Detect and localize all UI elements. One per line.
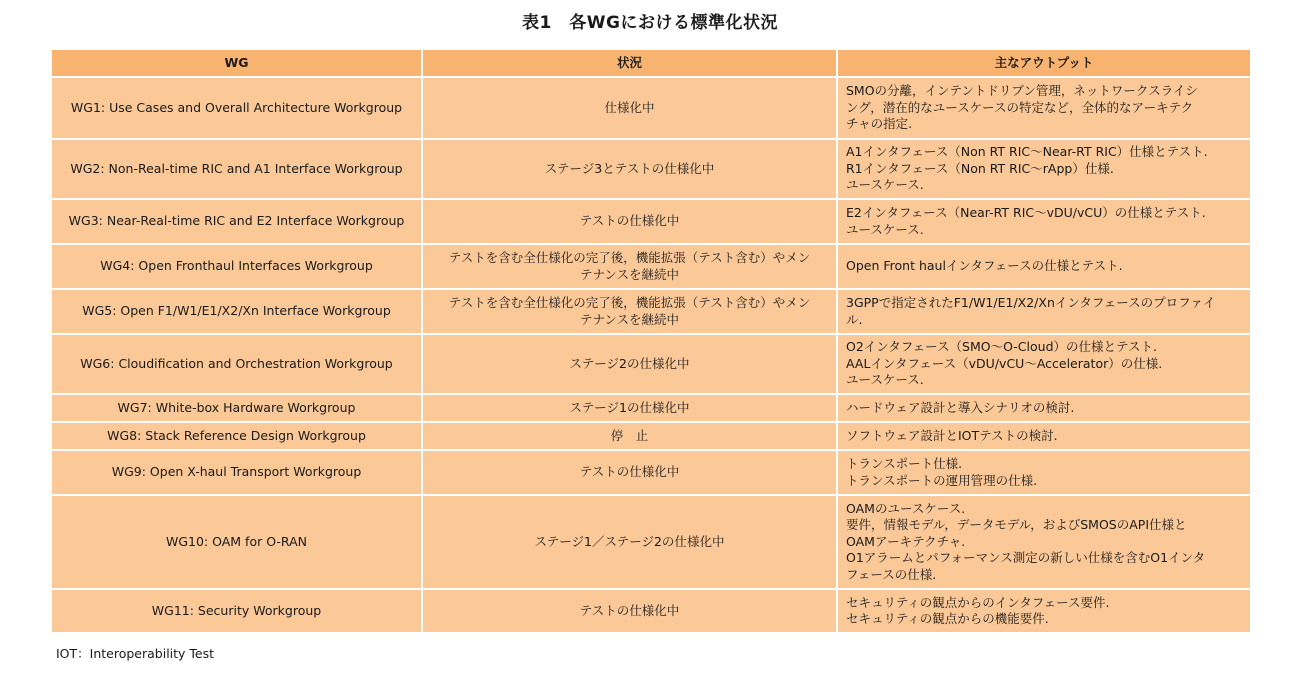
cell-status bbox=[422, 244, 837, 289]
table-row bbox=[51, 495, 1251, 589]
cell-output bbox=[837, 334, 1251, 394]
output-line: O2インタフェース（SMO〜O-Cloud）の仕様とテスト. bbox=[846, 339, 1157, 355]
table-row bbox=[51, 589, 1251, 633]
output-line: A1インタフェース（Non RT RIC〜Near-RT RIC）仕様とテスト. bbox=[846, 144, 1208, 160]
cell-output bbox=[837, 394, 1251, 422]
cell-output bbox=[837, 422, 1251, 450]
cell-output bbox=[837, 289, 1251, 334]
table-row bbox=[51, 289, 1251, 334]
table-row bbox=[51, 244, 1251, 289]
status-line: ステージ2の仕様化中 bbox=[569, 355, 690, 371]
cell-status bbox=[422, 199, 837, 244]
table-row bbox=[51, 77, 1251, 139]
table-row bbox=[51, 422, 1251, 450]
cell-wg: WG4: Open Fronthaul Interfaces Workgroup bbox=[51, 244, 422, 289]
cell-wg: WG9: Open X-haul Transport Workgroup bbox=[51, 450, 422, 495]
cell-wg: WG3: Near-Real-time RIC and E2 Interface Workgroup bbox=[51, 199, 422, 244]
cell-wg: WG7: White-box Hardware Workgroup bbox=[51, 394, 422, 422]
output-line: 3GPPで指定されたF1/W1/E1/X2/Xnインタフェースのプロファイ bbox=[846, 295, 1216, 310]
output-line: E2インタフェース（Near-RT RIC〜vDU/vCU）の仕様とテスト. bbox=[846, 205, 1206, 220]
cell-status bbox=[422, 450, 837, 495]
cell-output bbox=[837, 139, 1251, 199]
output-line: セキュリティの観点からのインタフェース要件. bbox=[846, 594, 1110, 610]
cell-output bbox=[837, 199, 1251, 244]
status-line: ステージ3とテストの仕様化中 bbox=[544, 160, 715, 176]
output-line: ユースケース. bbox=[846, 372, 924, 388]
output-line: 要件，情報モデル，データモデル，およびSMOSのAPI仕様と bbox=[846, 517, 1187, 533]
output-line: OAMのユースケース. bbox=[846, 500, 966, 516]
status-line: テナンスを継続中 bbox=[579, 311, 679, 327]
cell-wg: WG2: Non-Real-time RIC and A1 Interface Workgroup bbox=[51, 139, 422, 199]
header-wg: WG bbox=[51, 49, 422, 77]
cell-status bbox=[422, 77, 837, 139]
status-line: ステージ1の仕様化中 bbox=[569, 399, 690, 415]
output-line: R1インタフェース（Non RT RIC〜rApp）仕様. bbox=[846, 160, 1114, 176]
cell-wg: WG8: Stack Reference Design Workgroup bbox=[51, 422, 422, 450]
output-line: SMOの分離，インテントドリブン管理，ネットワークスライシ bbox=[846, 83, 1198, 99]
output-line: ユースケース. bbox=[846, 177, 924, 193]
status-line: ステージ1／ステージ2の仕様化中 bbox=[534, 533, 725, 549]
output-line: セキュリティの観点からの機能要件. bbox=[846, 611, 1049, 626]
output-line: トランスポート仕様. bbox=[846, 456, 963, 471]
output-line: トランスポートの運用管理の仕様. bbox=[846, 472, 1038, 488]
output-line: ハードウェア設計と導入シナリオの検討. bbox=[846, 399, 1075, 415]
status-line: 仕様化中 bbox=[604, 99, 655, 115]
status-line: テストを含む全仕様化の完了後，機能拡張（テスト含む）やメン bbox=[448, 250, 811, 265]
table-row bbox=[51, 334, 1251, 394]
output-line: Open Front haulインタフェースの仕様とテスト. bbox=[846, 258, 1123, 274]
table-title: 表1 各WGにおける標準化状況 bbox=[521, 13, 779, 33]
output-line: ユースケース. bbox=[846, 221, 924, 237]
header-output: 主なアウトプット bbox=[837, 49, 1251, 77]
cell-status bbox=[422, 422, 837, 450]
cell-status bbox=[422, 589, 837, 633]
wg-status-table bbox=[50, 48, 1252, 634]
footnote: IOT：Interoperability Test bbox=[56, 646, 215, 661]
output-line: AALインタフェース（vDU/vCU〜Accelerator）の仕様. bbox=[846, 355, 1163, 371]
output-line: ル. bbox=[846, 311, 863, 327]
cell-wg: WG11: Security Workgroup bbox=[51, 589, 422, 633]
cell-output bbox=[837, 589, 1251, 633]
cell-wg: WG6: Cloudification and Orchestration Workgroup bbox=[51, 334, 422, 394]
cell-status bbox=[422, 139, 837, 199]
cell-output bbox=[837, 77, 1251, 139]
table-row bbox=[51, 139, 1251, 199]
cell-wg: WG10: OAM for O-RAN bbox=[51, 495, 422, 589]
cell-wg: WG1: Use Cases and Overall Architecture Workgroup bbox=[51, 77, 422, 139]
output-line: チャの指定. bbox=[846, 116, 913, 132]
table-row bbox=[51, 450, 1251, 495]
output-line: O1アラームとパフォーマンス測定の新しい仕様を含むO1インタ bbox=[846, 550, 1206, 566]
cell-status bbox=[422, 289, 837, 334]
status-line: テナンスを継続中 bbox=[579, 266, 679, 282]
output-line: OAMアーキテクチャ. bbox=[846, 533, 966, 549]
cell-status bbox=[422, 334, 837, 394]
output-line: フェースの仕様. bbox=[846, 566, 937, 582]
status-line: テストの仕様化中 bbox=[579, 464, 680, 480]
cell-output bbox=[837, 450, 1251, 495]
table-header-row bbox=[51, 49, 1251, 77]
table-row bbox=[51, 394, 1251, 422]
cell-wg: WG5: Open F1/W1/E1/X2/Xn Interface Workgroup bbox=[51, 289, 422, 334]
cell-output bbox=[837, 244, 1251, 289]
output-line: ング，潜在的なユースケースの特定など，全体的なアーキテク bbox=[846, 99, 1194, 115]
table-row bbox=[51, 199, 1251, 244]
output-line: ソフトウェア設計とIOTテストの検討. bbox=[846, 427, 1058, 443]
status-line: テストの仕様化中 bbox=[579, 602, 680, 618]
header-status: 状況 bbox=[422, 49, 837, 77]
status-line: テストの仕様化中 bbox=[579, 213, 680, 229]
status-line: テストを含む全仕様化の完了後，機能拡張（テスト含む）やメン bbox=[448, 295, 811, 310]
cell-status bbox=[422, 394, 837, 422]
cell-status bbox=[422, 495, 837, 589]
cell-output bbox=[837, 495, 1251, 589]
status-line: 停 止 bbox=[610, 427, 649, 443]
